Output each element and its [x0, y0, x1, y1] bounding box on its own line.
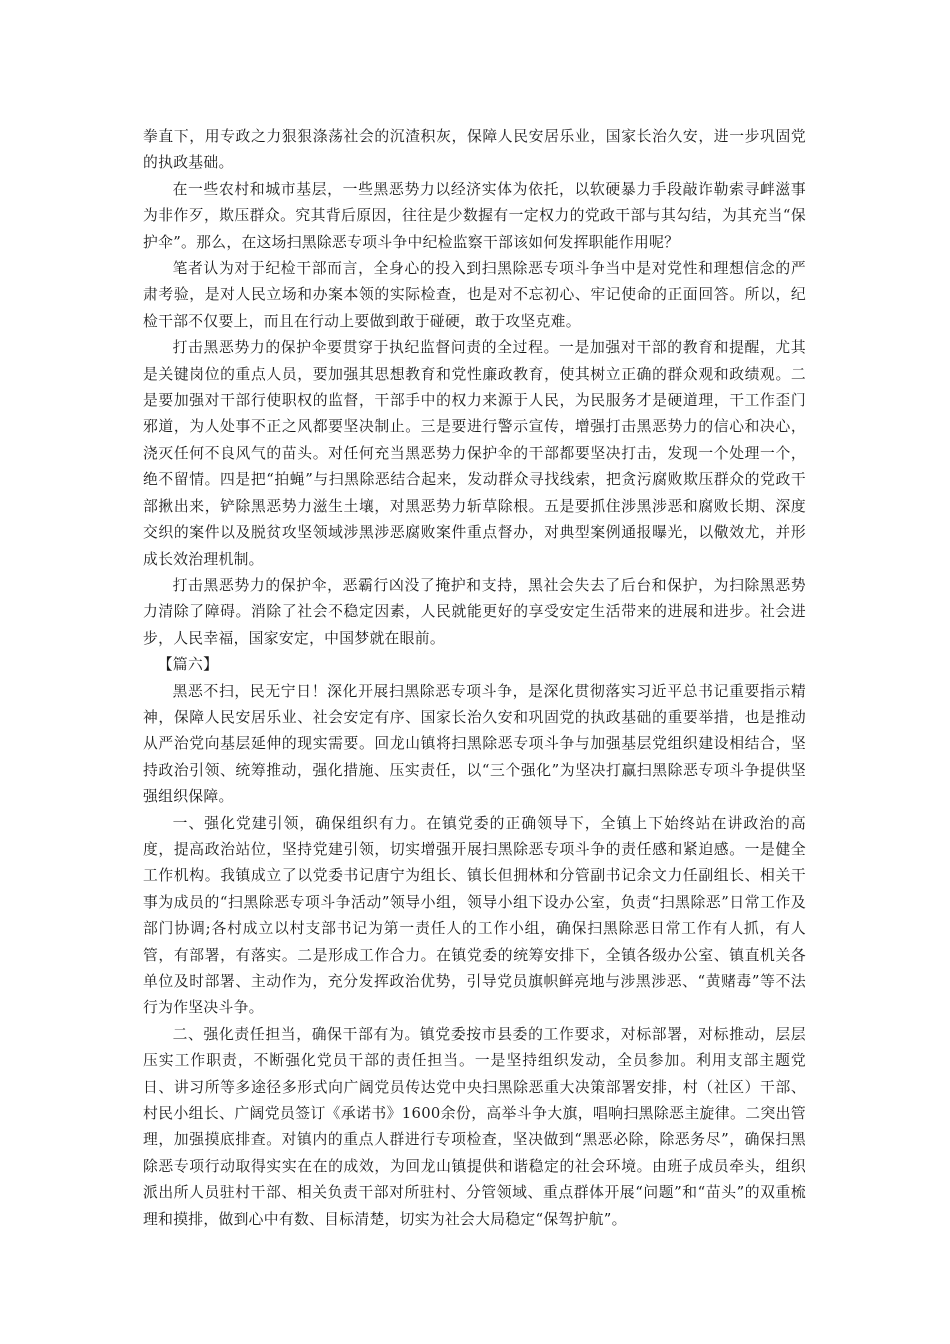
section-heading: 【篇六】 [157, 656, 219, 674]
paragraph: 笔者认为对于纪检干部而言，全身心的投入到扫黑除恶专项斗争当中是对党性和理想信念的严肃考验，是对人民立场和办案本领的实际检查，也是对不忘初心、牢记使命的正面回答。所以，纪检干部不仅要上，而且在行动上要做到敢于碰硬，敢于攻坚克难。 [143, 260, 806, 330]
paragraph: 黑恶不扫，民无宁日！深化开展扫黑除恶专项斗争，是深化贯彻落实习近平总书记重要指示精神，保障人民安居乐业、社会安定有序、国家长治久安和巩固党的执政基础的重要举措，也是推动从严治党向基层延伸的现实需要。回龙山镇将扫黑除恶专项斗争与加强基层党组织建设相结合，坚持政治引领、统筹推动，强化措施、压实责任，以“三个强化”为坚决打赢扫黑除恶专项斗争提供坚强组织保障。 [143, 682, 806, 806]
paragraph-continuation: 拳直下，用专政之力狠狠涤荡社会的沉渣积灰，保障人民安居乐业，国家长治久安，进一步巩固党的执政基础。 [143, 128, 806, 172]
paragraph: 打击黑恶势力的保护伞要贯穿于执纪监督问责的全过程。一是加强对干部的教育和提醒，尤其是关键岗位的重点人员，要加强其思想教育和党性廉政教育，使其树立正确的群众观和政绩观。二是要加强对干部行使职权的监督，干部手中的权力来源于人民，为民服务才是硬道理，干工作歪门邪道，为人处事不正之风都要坚决制止。三是要进行警示宣传，增强打击黑恶势力的信心和决心，浇灭任何不良风气的苗头。对任何充当黑恶势力保护伞的干部都要坚决打击，发现一个处理一个，绝不留情。四是把“拍蝇”与扫黑除恶结合起来，发动群众寻找线索，把贪污腐败欺压群众的党政干部揪出来，铲除黑恶势力滋生土壤，对黑恶势力斩草除根。五是要抓住涉黑涉恶和腐败长期、深度交织的案件以及脱贫攻坚领域涉黑涉恶腐败案件重点督办，对典型案例通报曝光，以儆效尤，并形成长效治理机制。 [143, 339, 806, 568]
paragraph: 一、强化党建引领，确保组织有力。在镇党委的正确领导下，全镇上下始终站在讲政治的高度，提高政治站位，坚持党建引领，切实增强开展扫黑除恶专项斗争的责任感和紧迫感。一是健全工作机构。我镇成立了以党委书记唐宁为组长、镇长但拥林和分管副书记余文力任副组长、相关干事为成员的“扫黑除恶专项斗争活动”领导小组，领导小组下设办公室，负责“扫黑除恶”日常工作及部门协调;各村成立以村支部书记为第一责任人的工作小组，确保扫黑除恶日常工作有人抓，有人管，有部署，有落实。二是形成工作合力。在镇党委的统筹安排下，全镇各级办公室、镇直机关各单位及时部署、主动作为，充分发挥政治优势，引导党员旗帜鲜亮地与涉黑涉恶、“黄赌毒”等不法行为作坚决斗争。 [143, 814, 806, 1017]
paragraph: 打击黑恶势力的保护伞，恶霸行凶没了掩护和支持，黑社会失去了后台和保护，为扫除黑恶势力清除了障碍。消除了社会不稳定因素，人民就能更好的享受安定生活带来的进展和进步。社会进步，人民幸福，国家安定，中国梦就在眼前。 [143, 576, 806, 647]
document-page [143, 124, 806, 1233]
paragraph: 在一些农村和城市基层，一些黑恶势力以经济实体为依托，以软硬暴力手段敲诈勒索寻衅滋事为非作歹，欺压群众。究其背后原因，往往是少数握有一定权力的党政干部与其勾结，为其充当“保护伞”。那么，在这场扫黑除恶专项斗争中纪检监察干部该如何发挥职能作用呢？ [143, 180, 806, 251]
paragraph: 二、强化责任担当，确保干部有为。镇党委按市县委的工作要求，对标部署，对标推动，层层压实工作职责，不断强化党员干部的责任担当。一是坚持组织发动，全员参加。利用支部主题党日、讲习所等多途径多形式向广阔党员传达党中央扫黑除恶重大决策部署安排，村（社区）干部、村民小组长、广阔党员签订《承诺书》1600余份，高举斗争大旗，唱响扫黑除恶主旋律。二突出管理，加强摸底排查。对镇内的重点人群进行专项检查，坚决做到“黑恶必除，除恶务尽”，确保扫黑除恶专项行动取得实实在在的成效，为回龙山镇提供和谐稳定的社会环境。由班子成员牵头，组织派出所人员驻村干部、相关负责干部对所驻村、分管领域、重点群体开展“问题”和“苗头”的双重梳理和摸排，做到心中有数、目标清楚，切实为社会大局稳定“保驾护航”。 [143, 1025, 806, 1228]
